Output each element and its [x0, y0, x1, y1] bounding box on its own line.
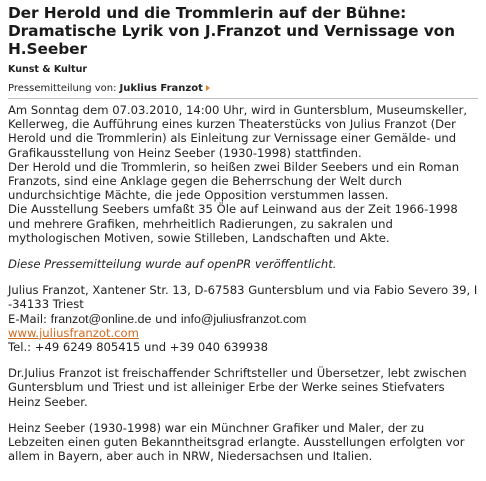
- paragraph: Der Herold und die Trommlerin, so heißen zwei Bilder Seebers und ein Roman Franzots, sind eine Anklage gegen die Beherrschung der Welt durch undurchsichtige Mächte, die jede Opposition verstummen lassen.: [8, 159, 460, 203]
- email-secondary[interactable]: info@juliusfranzot.com: [180, 311, 307, 326]
- publication-note: Diese Pressemitteilung wurde auf openPR veröffentlicht.: [8, 257, 337, 272]
- contact-phone: Tel.: +49 6249 805415 und +39 040 639938: [8, 340, 268, 355]
- about-artist: Heinz Seeber (1930-1998) war ein Münchner Grafiker und Maler, der zu Lebzeiten einen guten Bekanntheitsgrad erlangte. Ausstellungen erfolgten vor allem in Bayern, aber auch in NRW, Niedersachsen und Italien.: [8, 420, 465, 464]
- about-author: Dr.Julius Franzot ist freischaffender Schriftsteller und Übersetzer, lebt zwischen Guntersblum und Triest und ist alleiniger Erbe der Werke seines Stiefvaters Heinz Seeber.: [8, 366, 467, 409]
- contact-address: Julius Franzot, Xantener Str. 13, D-67583 Guntersblum und via Fabio Severo 39, I -34133 Triest: [8, 283, 478, 312]
- arrow-right-icon: [206, 85, 210, 91]
- contact-email: [8, 312, 478, 326]
- paragraph: Die Ausstellung Seebers umfaßt 35 Öle auf Leinwand aus der Zeit 1966-1998 und mehrere Grafiken, mehrheitlich Radierungen, zu sakralen und mythologischen Motiven, sowie Stilleben, Landschaften und Akte.: [8, 202, 458, 245]
- byline-label: Pressemitteilung von:: [8, 83, 117, 94]
- article-title: Der Herold und die Trommlerin auf der Bühne: Dramatische Lyrik von J.Franzot und Vernissage von H.Seeber: [8, 4, 456, 58]
- email-primary[interactable]: franzot@online.de: [50, 311, 152, 326]
- email-label: E-Mail:: [8, 311, 47, 326]
- website-link[interactable]: www.juliusfranzot.com: [8, 325, 139, 340]
- article-body: [8, 103, 478, 463]
- author-link[interactable]: Juklius Franzot: [119, 83, 203, 94]
- paragraph: Am Sonntag dem 07.03.2010, 14:00 Uhr, wird in Guntersblum, Museumskeller, Kellerweg, die Aufführung eines kurzen Theaterstücks von Julius Franzot (Der Herold und die Trommlerin) als Einleitung zur Vernissage einer Gemälde- und Grafikausstellung von Heinz Seeber (1930-1998) stattfinden.: [8, 103, 468, 160]
- byline: [8, 83, 478, 99]
- email-joiner: und: [155, 311, 178, 326]
- category-label: Kunst & Kultur: [8, 64, 88, 75]
